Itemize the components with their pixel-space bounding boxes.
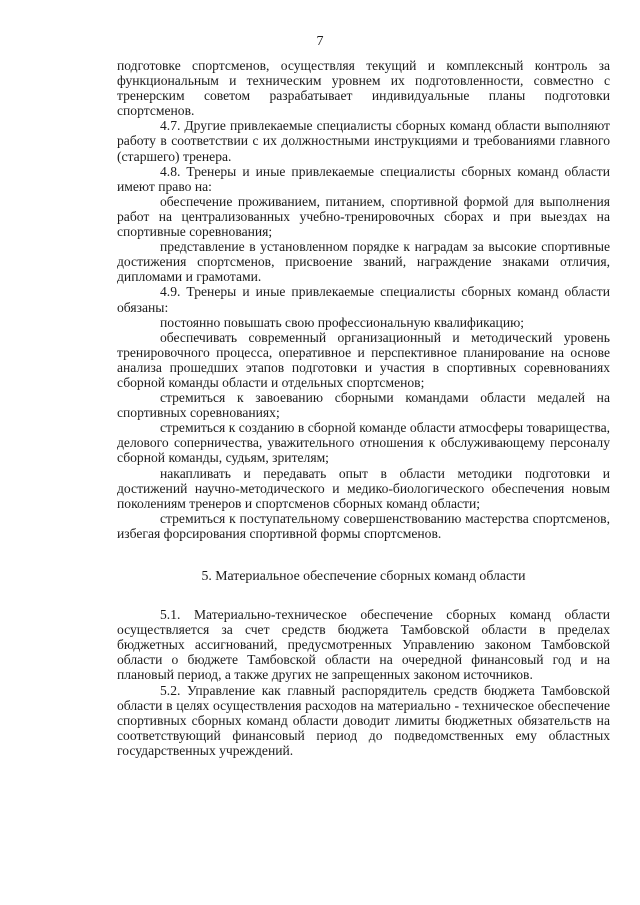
paragraph: накапливать и передавать опыт в области методики подготовки и достижений научно-методического и медико-биологического обеспечения новым поколениям тренеров и спортсменов сборных команд области;: [117, 465, 610, 511]
paragraph: стремиться к завоеванию сборными командами области медалей на спортивных соревнованиях;: [117, 390, 610, 421]
document-body: [117, 58, 610, 758]
section-5-body: [117, 607, 610, 758]
section-heading: 5. Материальное обеспечение сборных команд области: [201, 568, 526, 583]
paragraph: 4.8. Тренеры и иные привлекаемые специалисты сборных команд области имеют право на:: [117, 163, 610, 194]
paragraph: обеспечение проживанием, питанием, спортивной формой для выполнения работ на централизованных учебно-тренировочных сборах и при выездах на спортивные соревнования;: [117, 193, 610, 240]
paragraph: 5.1. Материально-техническое обеспечение сборных команд области осуществляется за счет средств бюджета Тамбовской области в пределах бюджетных ассигнований, предусмотренных Управлению законом Тамбовской области о бюджете Тамбовской области на очередной финансовый год и на плановый период, а также других не запрещенных законом источников.: [117, 607, 610, 683]
paragraph: 4.9. Тренеры и иные привлекаемые специалисты сборных команд области обязаны:: [117, 284, 610, 315]
paragraph: постоянно повышать свою профессиональную квалификацию;: [160, 314, 525, 330]
paragraph: стремиться к поступательному совершенствованию мастерства спортсменов, избегая форсирования спортивной формы спортсменов.: [117, 510, 610, 541]
paragraph: подготовке спортсменов, осуществляя текущий и комплексный контроль за функциональным и техническим уровнем их подготовленности, совместно с тренерским советом разрабатывает индивидуальные планы подготовки спортсменов.: [117, 58, 610, 119]
paragraph: 5.2. Управление как главный распорядитель средств бюджета Тамбовской области в целях осуществления расходов на материально - техническое обеспечение спортивных сборных команд области доводит лимиты бюджетных обязательств на соответствующий финансовый период до подведомственных ему областных государственных учреждений.: [117, 682, 610, 758]
paragraph: стремиться к созданию в сборной команде области атмосферы товарищества, делового соперничества, уважительного отношения к обслуживающему персоналу сборной команды, судьям, зрителям;: [117, 420, 610, 466]
paragraph: представление в установленном порядке к наградам за высокие спортивные достижения спортсменов, присвоение званий, награждение знаками отличия, дипломами и грамотами.: [117, 239, 610, 285]
paragraph: обеспечивать современный организационный и методический уровень тренировочного процесса, оперативное и перспективное планирование на основе анализа прошедших этапов подготовки и участия в спортивных соревнованиях сборной команды области и отдельных спортсменов;: [117, 329, 610, 390]
paragraph: 4.7. Другие привлекаемые специалисты сборных команд области выполняют работу в соответствии с их должностными инструкциями и требованиями главного (старшего) тренера.: [117, 118, 610, 164]
page-number: 7: [316, 34, 324, 49]
section-4-continuation: [117, 58, 610, 541]
